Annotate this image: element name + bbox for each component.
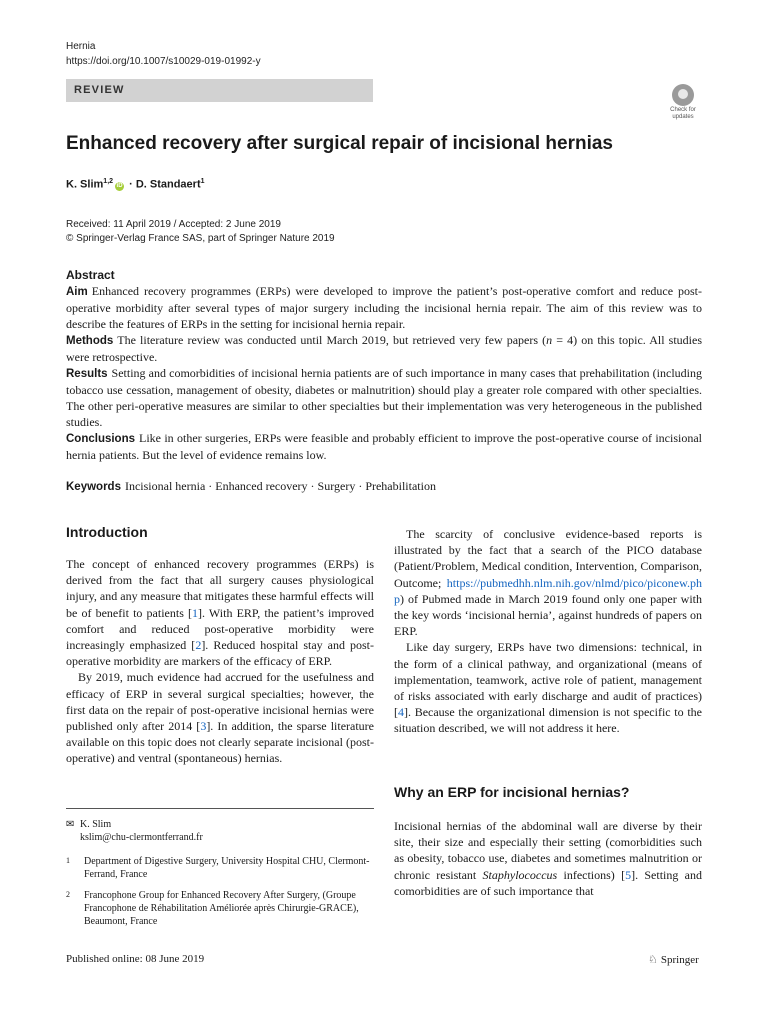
why-text-a: Incisional hernias of the abdominal wall are diverse by their site, their size and especially their setting (comorbidities such as obesity, tobacco use, diabetes and sometimes malnutrition or chronic resistant bbox=[394, 819, 702, 882]
conclusions-label: Conclusions bbox=[66, 433, 136, 445]
introduction-heading: Introduction bbox=[66, 524, 148, 540]
intro-p2-text-b: ]. In addition, the sparse literature available on this topic does not clearly separate incisional (post-operative) and ventral (spontaneous) hernias. bbox=[66, 719, 374, 766]
author-2[interactable]: D. Standaert bbox=[135, 178, 201, 191]
springer-horse-icon: ♘ bbox=[648, 953, 658, 966]
affil-1-text: Department of Digestive Surgery, University Hospital CHU, Clermont-Ferrand, France bbox=[84, 856, 370, 880]
intro-p1-text-c: ]. Reduced hospital stay and post-operative morbidity are markers of the efficacy of ERP. bbox=[66, 638, 374, 669]
affil-2-text: Francophone Group for Enhanced Recovery After Surgery, (Groupe Francophone de Réhabilitation Améliorée après Chirurgie-GRACE), Beaumont, France bbox=[84, 890, 359, 927]
check-updates-icon bbox=[672, 84, 694, 106]
why-erp-heading: Why an ERP for incisional hernias? bbox=[394, 784, 630, 800]
why-text-b: infections) [ bbox=[557, 867, 626, 882]
affil-1-number: 1 bbox=[66, 856, 70, 865]
citation-1[interactable]: 1 bbox=[192, 605, 199, 620]
abstract-methods bbox=[66, 332, 702, 365]
methods-text-b: = 4) on this topic. All studies were retrospective. bbox=[66, 333, 702, 364]
corresp-name: K. Slim bbox=[80, 819, 112, 830]
methods-n: n bbox=[546, 333, 553, 347]
publisher-logo bbox=[648, 953, 699, 966]
pico-link[interactable]: https://pubmedhh.nlm.nih.gov/nlmd/pico/piconew.php bbox=[394, 575, 702, 606]
abstract-heading: Abstract bbox=[66, 268, 115, 282]
received-dates: Received: 11 April 2019 / Accepted: 2 June 2019 bbox=[66, 219, 281, 230]
affiliation-1 bbox=[66, 855, 374, 881]
author-2-affiliations: 1 bbox=[200, 178, 205, 185]
keywords-label: Keywords bbox=[66, 481, 121, 493]
correspondence-note bbox=[66, 818, 203, 844]
why-text-c: ]. Setting and comorbidities are of such importance that bbox=[394, 867, 702, 898]
publisher-name: Springer bbox=[660, 954, 699, 966]
col2-p1-text-a: The scarcity of conclusive evidence-based reports is illustrated by the fact that a search of the PICO database (Patient/Problem, Medical condition, Intervention, Comparison, Outcome; bbox=[394, 527, 702, 590]
why-erp-body bbox=[394, 818, 702, 899]
author-1-affiliations: 1,2 bbox=[103, 178, 114, 185]
citation-3[interactable]: 3 bbox=[200, 719, 207, 734]
section-banner: REVIEW bbox=[66, 79, 373, 102]
intro-p2-text-a: By 2019, much evidence had accrued for the usefulness and efficacy of ERP in several surgical specialties; however, the first data on the repair of post-operative incisional hernias were published only after 2014 [ bbox=[66, 670, 374, 734]
orcid-icon[interactable]: iD bbox=[116, 182, 123, 189]
intro-p1-text-a: The concept of enhanced recovery programmes (ERPs) is derived from the fact that all surgery causes physiological injury, and any measure that mitigates these harmful effects will be of benefit to patients [ bbox=[66, 557, 374, 620]
citation-2[interactable]: 2 bbox=[195, 638, 202, 653]
intro-paragraph-1 bbox=[66, 556, 374, 669]
published-date: Published online: 08 June 2019 bbox=[66, 953, 205, 965]
copyright-notice: © Springer-Verlag France SAS, part of Springer Nature 2019 bbox=[66, 233, 335, 244]
doi-link[interactable]: https://doi.org/10.1007/s10029-019-01992-y bbox=[66, 56, 261, 67]
article-title: Enhanced recovery after surgical repair of incisional hernias bbox=[66, 133, 613, 154]
affiliation-2 bbox=[66, 889, 374, 928]
footnote-divider bbox=[66, 808, 374, 809]
check-badge-line1: Check for bbox=[670, 107, 696, 113]
results-label: Results bbox=[66, 368, 108, 380]
author-list bbox=[66, 178, 205, 191]
citation-4[interactable]: 4 bbox=[398, 705, 404, 720]
col2-p2-text-b: ]. Because the organizational dimension is not specific to the situation described, we will not address it here. bbox=[394, 705, 702, 736]
check-badge-line2: updates bbox=[672, 114, 694, 120]
author-1[interactable]: K. Slim bbox=[66, 178, 104, 191]
col2-p2-text-a: Like day surgery, ERPs have two dimensions: technical, in the form of a clinical pathway, and organizational (means of implementation, teamwork, active role of patient, management of risks associated with early discharge and audit of practices) [ bbox=[394, 640, 702, 720]
col2-paragraph-2 bbox=[394, 639, 702, 736]
intro-paragraph-2 bbox=[66, 669, 374, 766]
abstract-conclusions bbox=[66, 430, 702, 463]
introduction-body bbox=[66, 556, 374, 767]
col2-paragraph-1 bbox=[394, 526, 702, 639]
aim-label: Aim bbox=[66, 286, 88, 298]
conclusions-text: Like in other surgeries, ERPs were feasible and probably efficient to improve the post-operative course of incisional hernia patients. But the level of evidence remains low. bbox=[66, 431, 702, 462]
envelope-icon: ✉ bbox=[66, 819, 75, 830]
right-column-body bbox=[394, 526, 702, 737]
keywords-line bbox=[66, 478, 436, 495]
why-paragraph bbox=[394, 818, 702, 899]
why-italic: Staphylococcus bbox=[482, 867, 558, 882]
abstract-results bbox=[66, 365, 702, 430]
author-separator: · bbox=[126, 178, 136, 191]
citation-5[interactable]: 5 bbox=[625, 867, 632, 882]
corresp-email[interactable]: kslim@chu-clermontferrand.fr bbox=[80, 832, 203, 843]
affil-2-number: 2 bbox=[66, 890, 70, 899]
methods-text-a: The literature review was conducted until March 2019, but retrieved very few papers ( bbox=[117, 333, 547, 347]
col2-p1-text-b: ) of Pubmed made in March 2019 found only one paper with the key words ‘incisional hernia’, against hundreds of papers on ERP. bbox=[394, 591, 702, 639]
results-text: Setting and comorbidities of incisional hernia patients are of such importance in many cases that prehabilitation (including tobacco use cessation, management of obesity, diabetes or malnutrition) should play a greater role compared with other specialties. The other peri-operative measures are similar to other specialties but their implementation was very heterogeneous in the published studies. bbox=[66, 366, 702, 429]
keywords-text: Incisional hernia · Enhanced recovery · Surgery · Prehabilitation bbox=[124, 479, 436, 493]
intro-p1-text-b: ]. With ERP, the patient’s improved comfort and reduced post-operative morbidity were increasingly emphasized [ bbox=[66, 605, 375, 653]
journal-name: Hernia bbox=[66, 41, 96, 52]
methods-label: Methods bbox=[66, 335, 114, 347]
aim-text: Enhanced recovery programmes (ERPs) were developed to improve the patient’s post-operative comfort and reduce post-operative morbidity after several types of major surgery including the incisional hernia repair. The aim of this review was to describe the features of ERPs in the setting for incisional hernia repair. bbox=[66, 284, 702, 331]
abstract-aim bbox=[66, 283, 702, 332]
check-for-updates-badge[interactable] bbox=[663, 84, 703, 124]
abstract-section bbox=[66, 267, 702, 463]
